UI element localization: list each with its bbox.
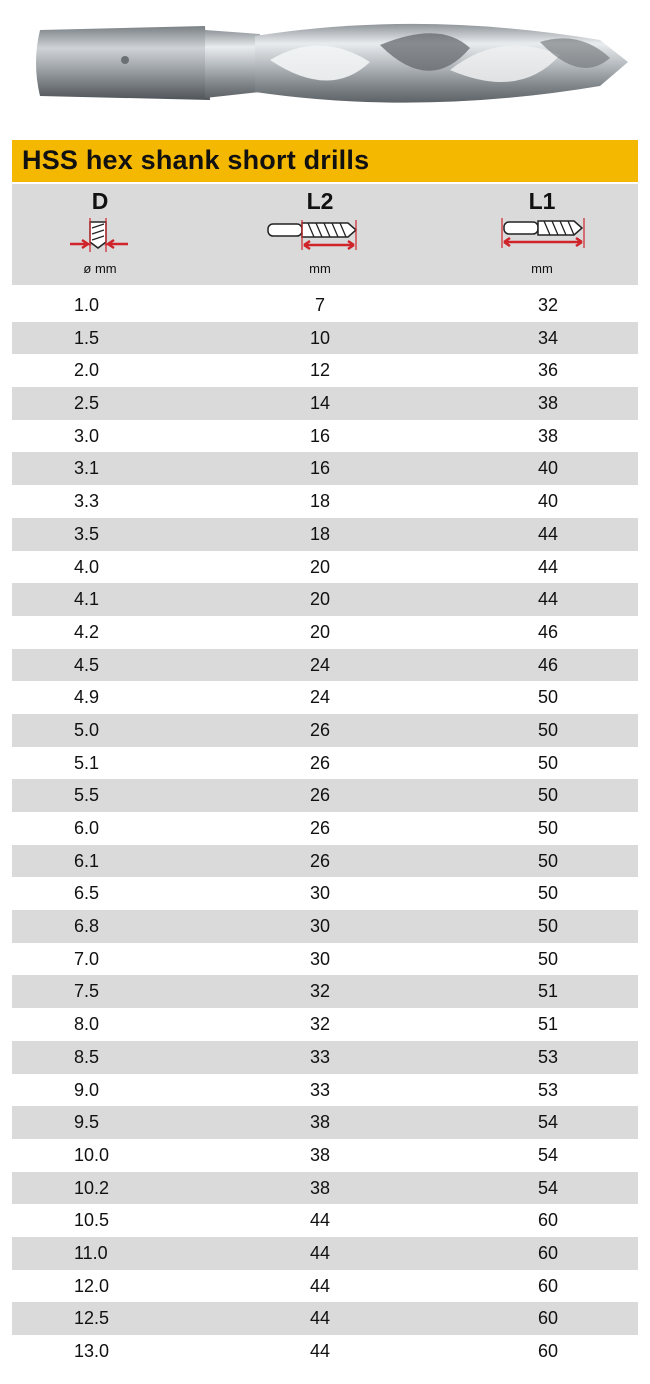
diameter-cell: 9.5: [74, 1112, 100, 1133]
overall-length-cell: 60: [537, 1242, 559, 1263]
overall-length-cell: 60: [537, 1210, 559, 1231]
diameter-cell: 4.1: [74, 589, 100, 610]
diameter-cell: 2.0: [74, 360, 100, 381]
overall-length-cell: 34: [537, 327, 559, 348]
diameter-cell: 3.3: [74, 491, 100, 512]
flute-length-cell: 33: [309, 1079, 331, 1100]
diameter-cell: 11.0: [74, 1242, 108, 1263]
flute-length-cell: 14: [309, 393, 331, 414]
flute-length-cell: 44: [309, 1308, 331, 1329]
diameter-drill-icon: [40, 218, 160, 258]
table-row: [12, 551, 638, 584]
overall-length-cell: 50: [537, 719, 559, 740]
diameter-cell: 5.5: [74, 785, 100, 806]
flute-length-cell: 44: [309, 1242, 331, 1263]
flute-length-cell: 38: [309, 1112, 331, 1133]
flute-length-cell: 26: [309, 785, 331, 806]
flute-length-cell: 30: [309, 916, 331, 937]
flute-length-cell: 24: [309, 654, 331, 675]
table-row: [12, 518, 638, 551]
table-row: [12, 354, 638, 387]
flute-length-cell: 20: [309, 556, 331, 577]
diameter-cell: 3.5: [74, 523, 100, 544]
flute-length-cell: 26: [309, 850, 331, 871]
table-row: [12, 779, 638, 812]
overall-length-cell: 50: [537, 687, 559, 708]
flute-length-cell: 38: [309, 1177, 331, 1198]
flute-length-cell: 44: [309, 1275, 331, 1296]
column-header-l2-unit: mm: [309, 261, 331, 276]
table-row: [12, 812, 638, 845]
table-row: [12, 1172, 638, 1205]
table-row: [12, 1270, 638, 1303]
overall-length-cell: 54: [537, 1112, 559, 1133]
diameter-cell: 10.2: [74, 1177, 110, 1198]
diameter-cell: 6.5: [74, 883, 100, 904]
overall-length-cell: 51: [537, 1014, 559, 1035]
table-row: [12, 714, 638, 747]
column-header-d-label: D: [91, 188, 109, 214]
flute-length-cell: 32: [309, 1014, 331, 1035]
flute-length-cell: 26: [309, 752, 331, 773]
table-row: [12, 649, 638, 682]
overall-length-cell: 50: [537, 785, 559, 806]
flute-length-cell: 12: [309, 360, 331, 381]
flute-length-cell: 26: [309, 818, 331, 838]
diameter-cell: 12.5: [74, 1308, 110, 1329]
flute-length-cell: 24: [309, 687, 331, 708]
diameter-cell: 8.5: [74, 1046, 100, 1067]
table-row: [12, 877, 638, 910]
title-bar: [12, 140, 638, 182]
column-header-d-unit: ø mm: [83, 261, 117, 276]
diameter-cell: 2.5: [74, 393, 100, 414]
overall-length-cell: 38: [537, 425, 559, 446]
overall-length-drill-icon: [482, 218, 602, 258]
flute-length-cell: 18: [309, 523, 331, 544]
flute-length-cell: 30: [309, 883, 331, 904]
overall-length-cell: 54: [537, 1177, 559, 1198]
flute-length-cell: 30: [309, 948, 331, 969]
column-header-l2: [260, 184, 380, 285]
overall-length-cell: 40: [537, 458, 559, 479]
table-row: [12, 910, 638, 943]
table-row: [12, 322, 638, 355]
table-row: [12, 1106, 638, 1139]
flute-length-cell: 33: [309, 1046, 331, 1067]
overall-length-cell: 40: [537, 491, 559, 512]
overall-length-cell: 44: [537, 589, 559, 610]
overall-length-cell: 60: [537, 1341, 559, 1361]
table-row: [12, 1204, 638, 1237]
table-row: [12, 1302, 638, 1335]
overall-length-cell: 50: [537, 883, 559, 904]
diameter-cell: 3.1: [74, 458, 100, 479]
diameter-cell: 5.1: [74, 752, 100, 773]
flute-length-cell: 44: [309, 1210, 331, 1231]
table-row: [12, 420, 638, 453]
flute-length-cell: 44: [309, 1341, 331, 1361]
overall-length-cell: 36: [537, 360, 559, 381]
diameter-cell: 10.0: [74, 1144, 110, 1165]
table-row: [12, 1041, 638, 1074]
diameter-cell: 3.0: [74, 425, 100, 446]
overall-length-cell: 32: [537, 295, 559, 315]
table-row: [12, 616, 638, 649]
table-row: [12, 1074, 638, 1107]
diameter-cell: 12.0: [74, 1275, 110, 1296]
flute-length-cell: 18: [309, 491, 331, 512]
diameter-cell: 9.0: [74, 1079, 100, 1100]
diameter-cell: 1.0: [74, 295, 100, 315]
table-row: [12, 583, 638, 616]
diameter-cell: 13.0: [74, 1341, 110, 1361]
column-header-l1-unit: mm: [531, 261, 553, 276]
overall-length-cell: 44: [537, 556, 559, 577]
column-header-l2-label: L2: [306, 188, 334, 214]
overall-length-cell: 53: [537, 1079, 559, 1100]
flute-length-drill-icon: [260, 218, 380, 258]
overall-length-cell: 38: [537, 393, 559, 414]
diameter-cell: 6.1: [74, 850, 100, 871]
flute-length-cell: 32: [309, 981, 331, 1002]
column-header-d: [40, 184, 160, 285]
flute-length-cell: 7: [314, 295, 325, 315]
table-row: [12, 1237, 638, 1270]
column-header-l1: [482, 184, 602, 285]
table-row: [12, 452, 638, 485]
diameter-cell: 4.0: [74, 556, 100, 577]
diameter-cell: 6.0: [74, 818, 100, 838]
diameter-cell: 5.0: [74, 719, 100, 740]
table-row: [12, 943, 638, 976]
table-row: [12, 1139, 638, 1172]
page-title: HSS hex shank short drills: [22, 145, 370, 175]
overall-length-cell: 50: [537, 752, 559, 773]
overall-length-cell: 44: [537, 523, 559, 544]
diameter-cell: 6.8: [74, 916, 100, 937]
overall-length-cell: 60: [537, 1275, 559, 1296]
overall-length-cell: 50: [537, 850, 559, 871]
flute-length-cell: 16: [309, 425, 331, 446]
overall-length-cell: 46: [537, 621, 559, 642]
diameter-cell: 4.2: [74, 621, 100, 642]
table-row: [12, 1008, 638, 1041]
table-row: [12, 387, 638, 420]
overall-length-cell: 50: [537, 948, 559, 969]
flute-length-cell: 26: [309, 719, 331, 740]
overall-length-cell: 46: [537, 654, 559, 675]
table-row: [12, 485, 638, 518]
diameter-cell: 4.5: [74, 654, 100, 675]
flute-length-cell: 20: [309, 589, 331, 610]
overall-length-cell: 50: [537, 818, 559, 838]
drill-bit-image: [0, 0, 650, 130]
diameter-cell: 8.0: [74, 1014, 100, 1035]
flute-length-cell: 20: [309, 621, 331, 642]
overall-length-cell: 50: [537, 916, 559, 937]
column-header-l1-label: L1: [528, 188, 556, 214]
drill-size-table: [12, 289, 638, 1368]
overall-length-cell: 54: [537, 1144, 559, 1165]
flute-length-cell: 16: [309, 458, 331, 479]
flute-length-cell: 10: [309, 327, 331, 348]
diameter-cell: 10.5: [74, 1210, 110, 1231]
table-row: [12, 289, 638, 322]
table-header: [12, 184, 638, 285]
table-row: [12, 845, 638, 878]
diameter-cell: 7.0: [74, 948, 100, 969]
table-row: [12, 747, 638, 780]
table-row: [12, 975, 638, 1008]
table-row: [12, 681, 638, 714]
diameter-cell: 1.5: [74, 327, 100, 348]
table-row: [12, 1335, 638, 1368]
diameter-cell: 4.9: [74, 687, 100, 708]
overall-length-cell: 60: [537, 1308, 559, 1329]
overall-length-cell: 51: [537, 981, 559, 1002]
flute-length-cell: 38: [309, 1144, 331, 1165]
overall-length-cell: 53: [537, 1046, 559, 1067]
diameter-cell: 7.5: [74, 981, 100, 1002]
